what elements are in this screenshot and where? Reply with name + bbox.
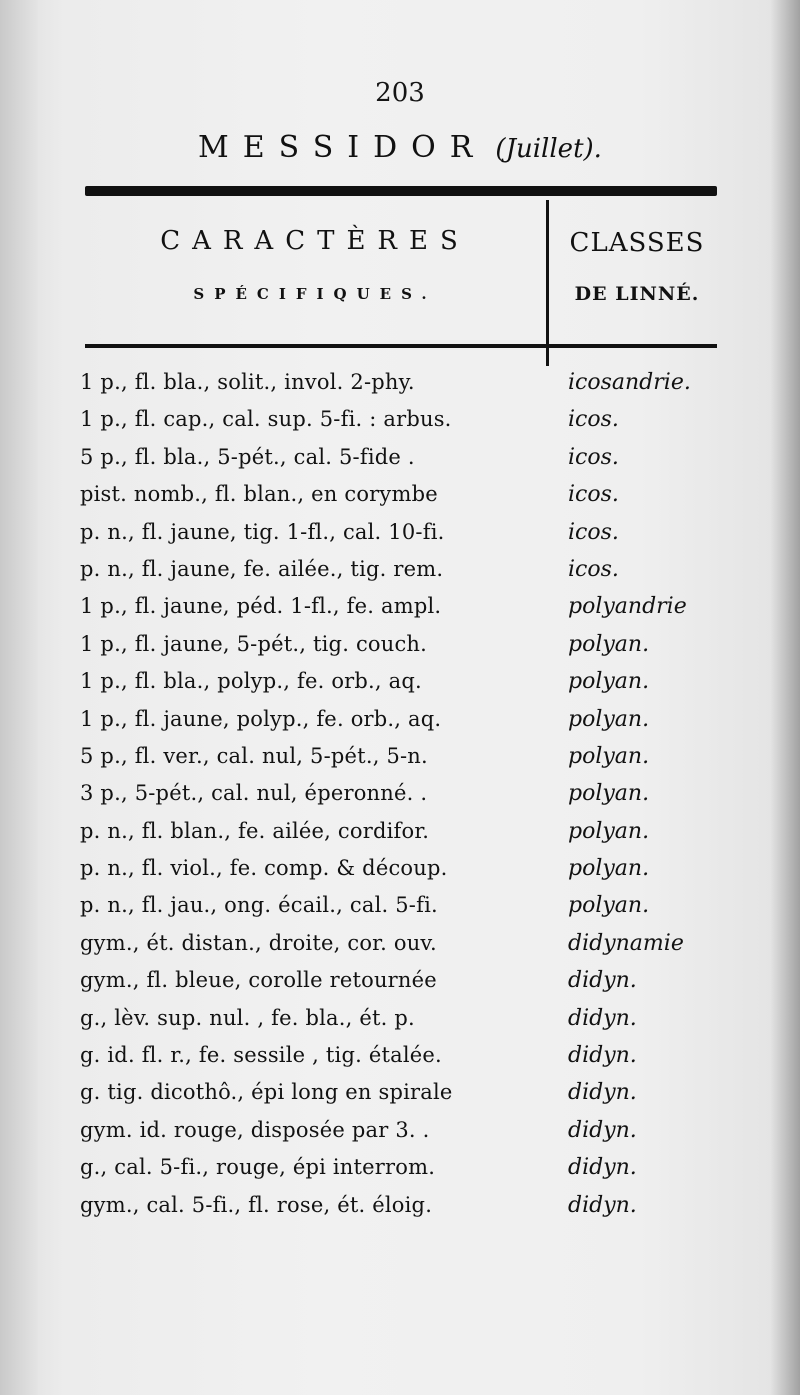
table-row: [80, 1187, 740, 1224]
linnaean-class: polyan.: [568, 893, 650, 919]
table-row: [80, 663, 740, 700]
species-characters: g. id. fl. r., fe. sessile , tig. étalée.: [80, 1043, 442, 1068]
linnaean-class: polyan.: [568, 781, 650, 807]
linnaean-class: didyn.: [568, 1005, 637, 1031]
table-row: [80, 962, 740, 999]
species-table: [80, 364, 740, 1224]
linnaean-class: didynamie: [568, 930, 684, 956]
table-row: [80, 850, 740, 887]
species-characters: g. tig. dicothô., épi long en spirale: [80, 1080, 453, 1105]
table-row: [80, 476, 740, 513]
table-row: [80, 439, 740, 476]
table-row: [80, 364, 740, 401]
table-row: [80, 775, 740, 812]
species-characters: 3 p., 5-pét., cal. nul, éperonné. .: [80, 781, 428, 806]
table-row: [80, 626, 740, 663]
table-row: [80, 925, 740, 962]
table-row: [80, 588, 740, 625]
species-characters: gym. id. rouge, disposée par 3. .: [80, 1117, 430, 1142]
linnaean-class: didyn.: [568, 1155, 637, 1181]
month-title: MESSIDOR: [198, 130, 487, 165]
table-row: [80, 1112, 740, 1149]
header-classes: CLASSES: [569, 228, 705, 258]
linnaean-class: didyn.: [568, 1080, 637, 1106]
month-subtitle: (Juillet).: [495, 134, 602, 164]
species-characters: 1 p., fl. bla., polyp., fe. orb., aq.: [80, 669, 422, 694]
species-characters: p. n., fl. jau., ong. écail., cal. 5-fi.: [80, 893, 438, 918]
linnaean-class: polyandrie: [568, 594, 687, 620]
page-edge-shadow: [770, 0, 800, 1395]
linnaean-class: polyan.: [568, 669, 650, 695]
top-thick-rule: [85, 186, 717, 196]
table-row: [80, 1149, 740, 1186]
linnaean-class: didyn.: [568, 1117, 637, 1143]
linnaean-class: polyan.: [568, 631, 650, 657]
species-characters: p. n., fl. jaune, tig. 1-fl., cal. 10-fi.: [80, 519, 445, 544]
table-row: [80, 401, 740, 438]
table-row: [80, 701, 740, 738]
column-divider: [546, 200, 549, 366]
page-gutter: [0, 0, 38, 1395]
page-number: 203: [375, 78, 425, 108]
linnaean-class: didyn.: [568, 1192, 637, 1218]
species-characters: g., lèv. sup. nul. , fe. bla., ét. p.: [80, 1005, 415, 1030]
table-row: [80, 514, 740, 551]
linnaean-class: icosandrie.: [568, 370, 691, 395]
species-characters: gym., ét. distan., droite, cor. ouv.: [80, 930, 437, 955]
species-characters: pist. nomb., fl. blan., en corymbe: [80, 482, 438, 507]
linnaean-class: polyan.: [568, 743, 650, 769]
species-characters: 1 p., fl. cap., cal. sup. 5-fi. : arbus.: [80, 407, 452, 432]
running-head: [0, 130, 800, 165]
table-row: [80, 1000, 740, 1037]
header-specific: SPÉCIFIQUES.: [193, 285, 437, 303]
header-bottom-rule: [85, 344, 717, 348]
species-characters: 5 p., fl. bla., 5-pét., cal. 5-fide .: [80, 444, 415, 469]
species-characters: 1 p., fl. bla., solit., invol. 2-phy.: [80, 370, 415, 394]
linnaean-class: icos.: [568, 482, 619, 508]
species-characters: g., cal. 5-fi., rouge, épi interrom.: [80, 1155, 436, 1180]
linnaean-class: icos.: [568, 444, 619, 470]
linnaean-class: polyan.: [568, 818, 650, 844]
header-characters: CARACTÈRES: [160, 226, 470, 256]
species-characters: p. n., fl. viol., fe. comp. & découp.: [80, 856, 448, 881]
header-linne: DE LINNÉ.: [574, 283, 700, 305]
table-row: [80, 887, 740, 924]
species-characters: gym., cal. 5-fi., fl. rose, ét. éloig.: [80, 1192, 433, 1217]
linnaean-class: icos.: [568, 556, 619, 582]
species-characters: 1 p., fl. jaune, péd. 1-fl., fe. ampl.: [80, 594, 442, 619]
linnaean-class: polyan.: [568, 856, 650, 882]
table-row: [80, 738, 740, 775]
table-row: [80, 813, 740, 850]
species-characters: 1 p., fl. jaune, polyp., fe. orb., aq.: [80, 706, 442, 731]
linnaean-class: didyn.: [568, 968, 637, 994]
species-characters: 1 p., fl. jaune, 5-pét., tig. couch.: [80, 631, 428, 656]
table-row: [80, 1074, 740, 1111]
species-characters: p. n., fl. jaune, fe. ailée., tig. rem.: [80, 556, 444, 581]
linnaean-class: polyan.: [568, 706, 650, 732]
linnaean-class: icos.: [568, 519, 619, 545]
linnaean-class: icos.: [568, 407, 619, 433]
table-row: [80, 551, 740, 588]
species-characters: p. n., fl. blan., fe. ailée, cordifor.: [80, 818, 430, 843]
species-characters: gym., fl. bleue, corolle retournée: [80, 968, 437, 993]
species-characters: 5 p., fl. ver., cal. nul, 5-pét., 5-n.: [80, 743, 428, 768]
linnaean-class: didyn.: [568, 1043, 637, 1069]
table-row: [80, 1037, 740, 1074]
